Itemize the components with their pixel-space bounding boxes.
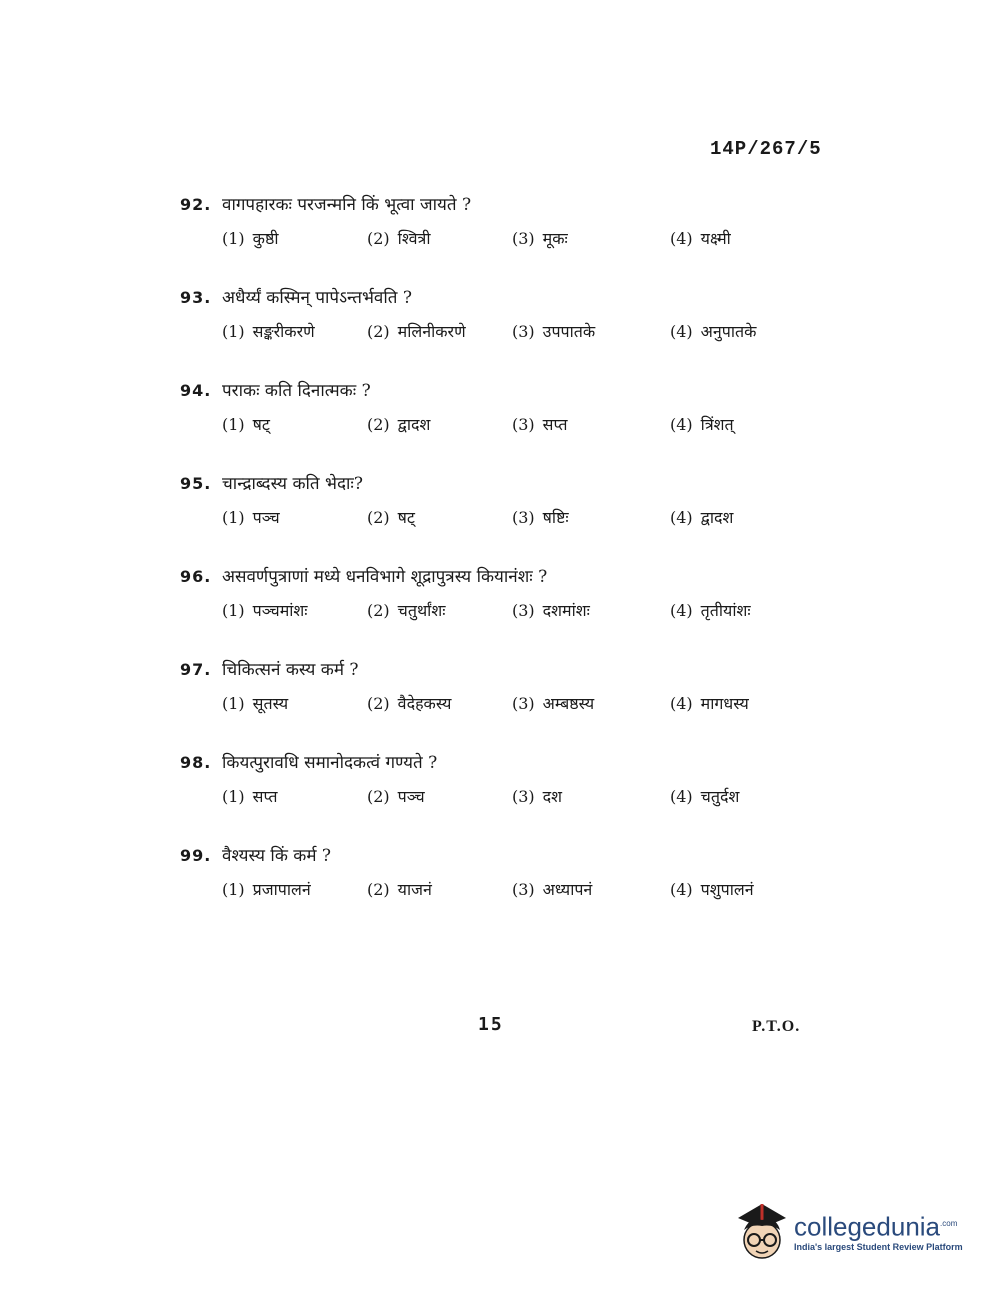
option-number: (1) — [222, 880, 245, 899]
option-item — [512, 692, 657, 714]
brand-tagline: India's largest Student Review Platform — [794, 1242, 963, 1253]
option-item — [367, 227, 512, 249]
watermark-logo — [732, 1196, 963, 1266]
option-number: (2) — [367, 415, 390, 434]
option-item — [222, 506, 367, 528]
option-number: (1) — [222, 322, 245, 341]
option-number: (4) — [670, 322, 693, 341]
option-text: वैदेहकस्य — [397, 694, 452, 713]
question-number: 98. — [180, 753, 212, 772]
option-number: (4) — [670, 229, 693, 248]
option-text: तृतीयांशः — [700, 601, 751, 620]
option-item — [670, 506, 790, 528]
question-item — [180, 471, 820, 564]
option-row — [222, 878, 820, 900]
question-text: कियत्पुरावधि समानोदकत्वं गण्यते ? — [222, 753, 438, 773]
option-item — [222, 413, 367, 435]
question-text: चान्द्राब्दस्य कति भेदाः? — [222, 474, 363, 494]
option-number: (4) — [670, 694, 693, 713]
mascot-icon — [732, 1196, 792, 1266]
option-item — [512, 785, 657, 807]
option-row — [222, 599, 820, 621]
option-item — [670, 320, 790, 342]
option-text: चतुर्थांशः — [397, 601, 446, 620]
option-text: श्वित्री — [397, 229, 431, 248]
question-item — [180, 843, 820, 936]
option-text: याजनं — [397, 880, 432, 899]
option-item — [222, 227, 367, 249]
question-number: 92. — [180, 195, 212, 214]
option-text: दश — [542, 787, 563, 806]
option-item — [670, 785, 790, 807]
question-number: 97. — [180, 660, 212, 679]
brand-name: collegedunia$^{.com}$ — [794, 1211, 958, 1242]
question-text: वागपहारकः परजन्मनि किं भूत्वा जायते ? — [222, 195, 472, 215]
option-text: उपपातके — [542, 322, 596, 341]
option-text: द्वादश — [700, 508, 734, 527]
question-number: 93. — [180, 288, 212, 307]
question-list — [180, 192, 820, 936]
option-item — [367, 320, 512, 342]
option-item — [222, 878, 367, 900]
option-number: (1) — [222, 508, 245, 527]
option-text: पशुपालनं — [700, 880, 754, 899]
option-item — [512, 878, 657, 900]
question-item — [180, 750, 820, 843]
option-number: (2) — [367, 694, 390, 713]
option-text: अम्बष्ठस्य — [542, 694, 595, 713]
option-number: (4) — [670, 508, 693, 527]
option-item — [512, 320, 657, 342]
option-number: (2) — [367, 229, 390, 248]
question-text: असवर्णपुत्राणां मध्ये धनविभागे शूद्रापुत्रस्य कियानंशः ? — [222, 567, 548, 587]
question-item — [180, 564, 820, 657]
option-text: कुष्ठी — [252, 229, 279, 248]
option-text: त्रिंशत् — [700, 415, 734, 434]
question-text: पराकः कति दिनात्मकः ? — [222, 381, 371, 401]
option-text: पञ्च — [397, 787, 425, 806]
option-number: (1) — [222, 229, 245, 248]
option-text: षष्टिः — [542, 508, 569, 527]
option-number: (1) — [222, 601, 245, 620]
option-text: द्वादश — [397, 415, 431, 434]
option-text: पञ्च — [252, 508, 280, 527]
option-item — [222, 692, 367, 714]
option-number: (4) — [670, 880, 693, 899]
option-item — [512, 413, 657, 435]
option-item — [367, 878, 512, 900]
paper-code: 14P/267/5 — [710, 138, 822, 160]
option-text: सप्त — [252, 787, 278, 806]
option-number: (2) — [367, 880, 390, 899]
option-number: (2) — [367, 322, 390, 341]
option-number: (3) — [512, 601, 535, 620]
option-text: अनुपातके — [700, 322, 757, 341]
option-row — [222, 413, 820, 435]
option-number: (3) — [512, 880, 535, 899]
option-text: मूकः — [542, 229, 568, 248]
question-item — [180, 657, 820, 750]
option-item — [670, 878, 790, 900]
question-item — [180, 285, 820, 378]
question-text: चिकित्सनं कस्य कर्म ? — [222, 660, 359, 680]
option-number: (2) — [367, 601, 390, 620]
option-number: (2) — [367, 787, 390, 806]
option-number: (4) — [670, 787, 693, 806]
option-row — [222, 692, 820, 714]
question-number: 94. — [180, 381, 212, 400]
option-text: अध्यापनं — [542, 880, 593, 899]
option-item — [512, 227, 657, 249]
option-item — [367, 785, 512, 807]
question-number: 96. — [180, 567, 212, 586]
question-item — [180, 192, 820, 285]
option-number: (3) — [512, 415, 535, 434]
question-text: अधैर्य्यं कस्मिन् पापेऽन्तर्भवति ? — [222, 288, 412, 308]
option-number: (3) — [512, 694, 535, 713]
option-item — [222, 320, 367, 342]
option-item — [367, 692, 512, 714]
option-item — [222, 785, 367, 807]
option-number: (4) — [670, 415, 693, 434]
option-number: (3) — [512, 322, 535, 341]
option-item — [222, 599, 367, 621]
option-number: (1) — [222, 787, 245, 806]
option-text: सङ्करीकरणे — [252, 322, 315, 341]
page-number: 15 — [478, 1014, 504, 1035]
option-row — [222, 320, 820, 342]
option-text: पञ्चमांशः — [252, 601, 308, 620]
question-number: 99. — [180, 846, 212, 865]
option-number: (3) — [512, 229, 535, 248]
option-item — [367, 506, 512, 528]
option-item — [367, 599, 512, 621]
option-text: षट् — [252, 415, 270, 434]
option-number: (2) — [367, 508, 390, 527]
option-number: (1) — [222, 415, 245, 434]
question-number: 95. — [180, 474, 212, 493]
option-item — [670, 227, 790, 249]
option-row — [222, 227, 820, 249]
question-item — [180, 378, 820, 471]
option-text: यक्ष्मी — [700, 229, 731, 248]
option-text: दशमांशः — [542, 601, 590, 620]
option-item — [512, 599, 657, 621]
option-item — [670, 413, 790, 435]
option-number: (3) — [512, 787, 535, 806]
option-item — [670, 599, 790, 621]
option-item — [670, 692, 790, 714]
option-text: मलिनीकरणे — [397, 322, 466, 341]
option-text: प्रजापालनं — [252, 880, 311, 899]
option-number: (1) — [222, 694, 245, 713]
option-text: सूतस्य — [252, 694, 289, 713]
option-item — [512, 506, 657, 528]
option-row — [222, 785, 820, 807]
option-text: मागधस्य — [700, 694, 749, 713]
option-number: (3) — [512, 508, 535, 527]
option-text: सप्त — [542, 415, 568, 434]
option-item — [367, 413, 512, 435]
question-text: वैश्यस्य किं कर्म ? — [222, 846, 332, 866]
option-row — [222, 506, 820, 528]
pto-label: P.T.O. — [752, 1018, 801, 1035]
option-text: चतुर्दश — [700, 787, 740, 806]
option-number: (4) — [670, 601, 693, 620]
option-text: षट् — [397, 508, 415, 527]
